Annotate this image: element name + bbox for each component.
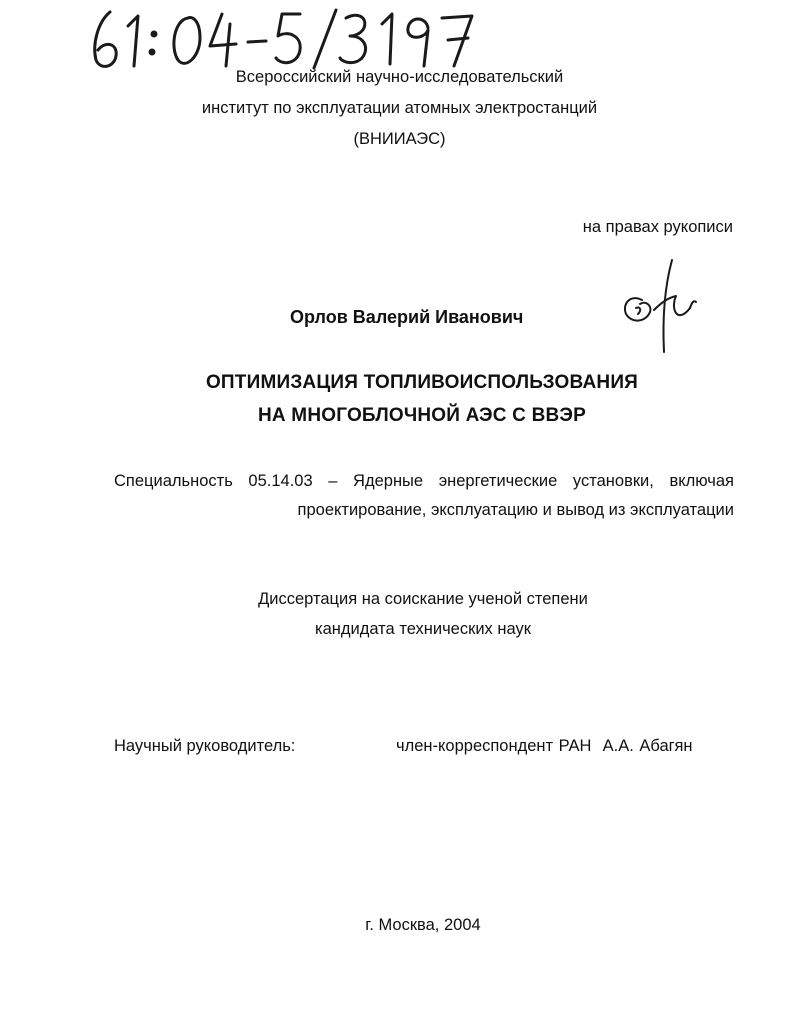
organization-line-2: институт по эксплуатации атомных электростанций — [201, 99, 598, 117]
organization-abbreviation: (ВНИИАЭС) — [353, 130, 446, 148]
thesis-title-line-2: НА МНОГОБЛОЧНОЙ АЭС С ВВЭР — [257, 405, 587, 426]
organization-line-1: Всероссийский научно-исследовательский — [235, 68, 564, 86]
manuscript-note: на правах рукописи — [582, 218, 733, 236]
advisor-label: Научный руководитель: — [114, 737, 296, 755]
city-year: г. Москва, 2004 — [365, 916, 481, 934]
author-name: Орлов Валерий Иванович — [290, 307, 524, 327]
advisor-name: член-корреспондент РАН А.А. Абагян — [396, 737, 693, 755]
dissertation-line-2: кандидата технических наук — [315, 620, 531, 638]
dissertation-line-1: Диссертация на соискание ученой степени — [258, 590, 588, 608]
specialty-line-2: проектирование, эксплуатацию и вывод из эксплуатации — [297, 501, 734, 519]
signature-icon — [606, 252, 716, 362]
specialty-line-1: Специальность 05.14.03 – Ядерные энергетические установки, включая — [114, 472, 734, 490]
handwritten-archive-code — [88, 4, 508, 74]
specialty-block — [114, 467, 734, 525]
thesis-title-line-1: ОПТИМИЗАЦИЯ ТОПЛИВОИСПОЛЬЗОВАНИЯ — [205, 372, 639, 393]
